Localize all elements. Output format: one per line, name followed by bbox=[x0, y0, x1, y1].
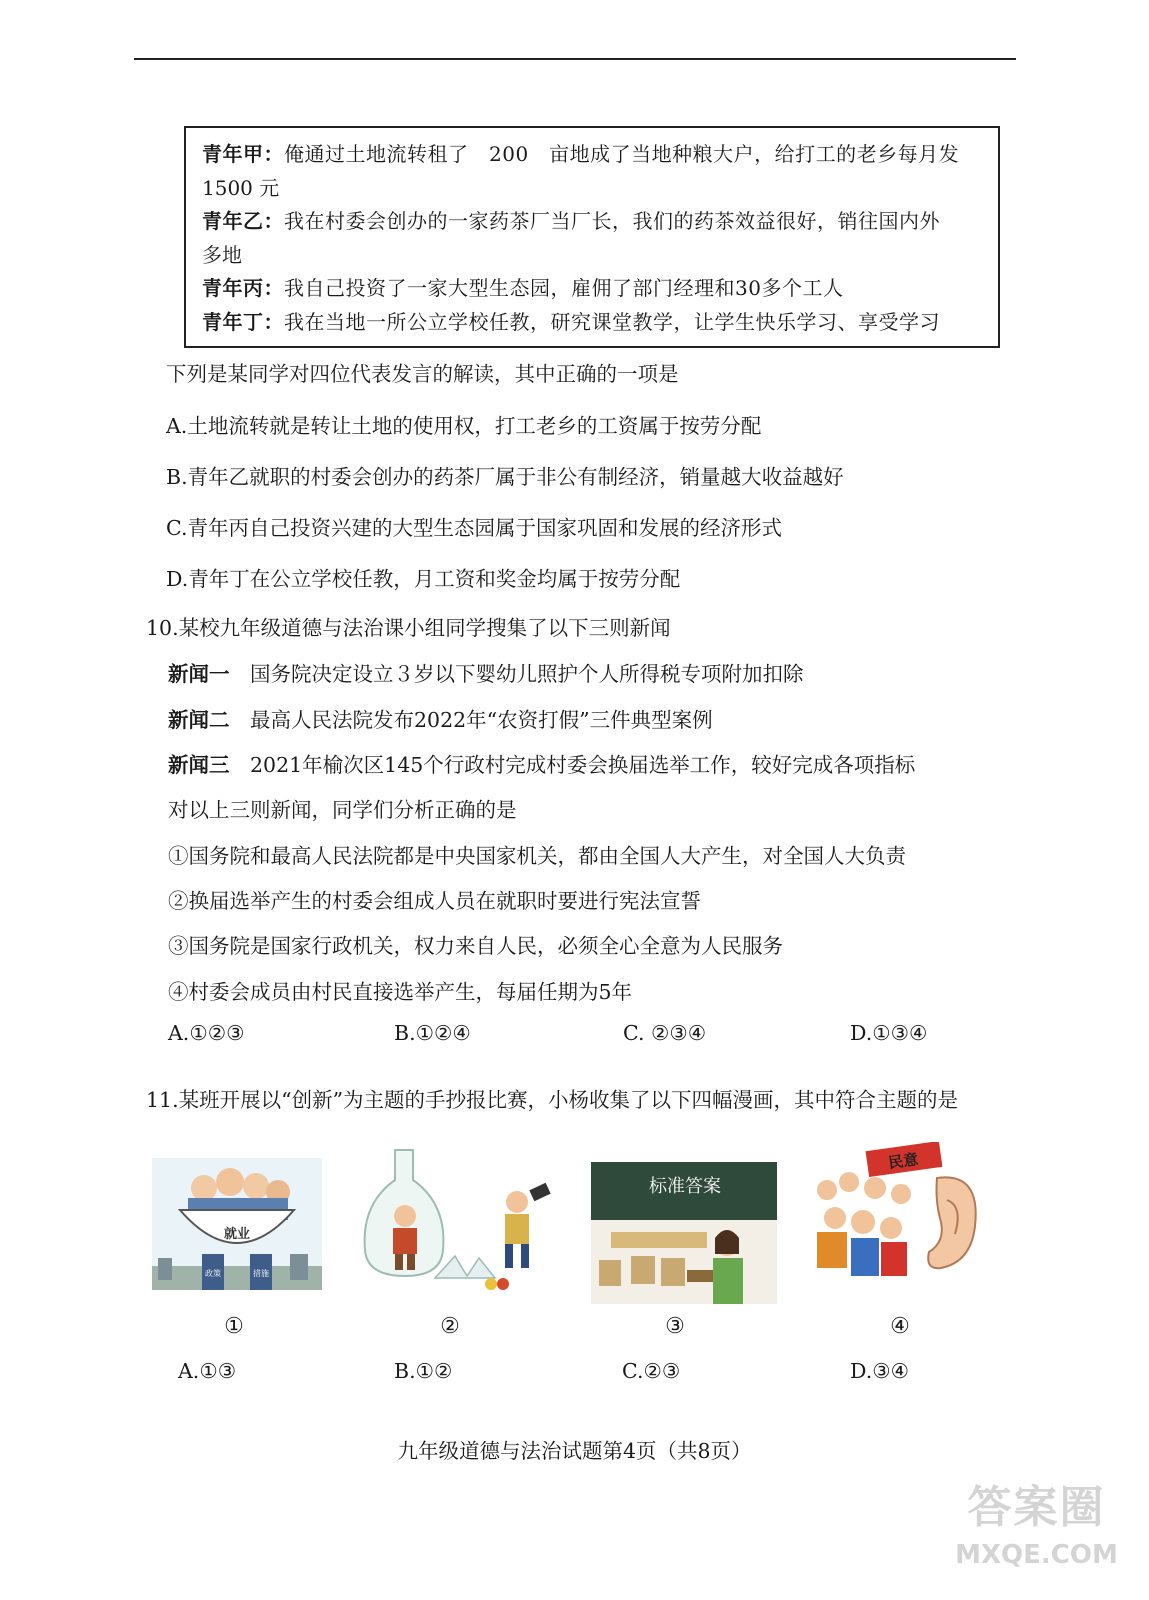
q9-option-c: C.青年丙自己投资兴建的大型生态园属于国家巩固和发展的经济形式 bbox=[166, 516, 782, 540]
q10-stem: 10.某校九年级道德与法治课小组同学搜集了以下三则新闻 bbox=[146, 616, 671, 640]
speech-text: 我自己投资了一家大型生态园，雇佣了部门经理和30多个工人 bbox=[284, 276, 844, 300]
speech-text: 俺通过土地流转租了 200 亩地成了当地种粮大户，给打工的老乡每月发 bbox=[284, 142, 960, 166]
q10-option-a: A.①②③ bbox=[168, 1021, 245, 1045]
q9-option-a: A.土地流转就是转让土地的使用权，打工老乡的工资属于按劳分配 bbox=[166, 414, 762, 438]
q10-statement-1: ①国务院和最高人民法院都是中央国家机关，都由全国人大产生，对全国人大负责 bbox=[168, 844, 906, 868]
header-rule bbox=[134, 58, 1016, 60]
watermark-logo-text: 答案圈 bbox=[967, 1482, 1106, 1533]
speech-continuation: 1500 元 bbox=[202, 175, 280, 200]
speech-bing bbox=[202, 272, 984, 306]
cartoon-caption-1: ① bbox=[224, 1314, 244, 1339]
cartoon-ear-public-opinion bbox=[805, 1142, 983, 1282]
news-item-2 bbox=[168, 703, 713, 733]
cartoon-bottle bbox=[355, 1146, 553, 1296]
news-text: 2021年榆次区145个行政村完成村委会换届选举工作，较好完成各项指标 bbox=[250, 753, 916, 777]
cartoon-caption-4: ④ bbox=[890, 1314, 910, 1339]
speech-box bbox=[184, 126, 1000, 348]
site-watermark bbox=[954, 1478, 1119, 1590]
q11-option-a: A.①③ bbox=[178, 1359, 237, 1383]
news-item-3 bbox=[168, 748, 915, 778]
q9-stem: 下列是某同学对四位代表发言的解读，其中正确的一项是 bbox=[166, 362, 679, 386]
news-label: 新闻二 bbox=[168, 708, 230, 732]
speaker-label: 青年甲： bbox=[202, 142, 284, 166]
cartoon-standard-answer bbox=[591, 1162, 777, 1304]
speech-text: 我在村委会创办的一家药茶厂当厂长，我们的药茶效益很好，销往国内外 bbox=[284, 209, 940, 233]
speech-yi bbox=[202, 205, 984, 272]
cartoon-caption-2: ② bbox=[440, 1314, 460, 1339]
q10-option-b: B.①②④ bbox=[394, 1021, 471, 1045]
q11-stem: 11.某班开展以“创新”为主题的手抄报比赛，小杨收集了以下四幅漫画，其中符合主题的是 bbox=[146, 1088, 959, 1112]
q11-option-d: D.③④ bbox=[850, 1359, 909, 1383]
q9-option-d: D.青年丁在公立学校任教，月工资和奖金均属于按劳分配 bbox=[166, 567, 681, 591]
speaker-label: 青年丙： bbox=[202, 276, 284, 300]
q10-prompt: 对以上三则新闻，同学们分析正确的是 bbox=[168, 798, 517, 822]
q11-option-c: C.②③ bbox=[622, 1359, 681, 1383]
speaker-label: 青年丁： bbox=[202, 309, 284, 334]
page-footer: 九年级道德与法治试题第4页（共8页） bbox=[397, 1439, 752, 1463]
q9-option-b: B.青年乙就职的村委会创办的药茶厂属于非公有制经济，销量越大收益越好 bbox=[166, 465, 844, 489]
bowl-label: 就业 bbox=[223, 1227, 251, 1242]
q10-option-c: C. ②③④ bbox=[623, 1021, 707, 1045]
q10-statement-3: ③国务院是国家行政机关，权力来自人民，必须全心全意为人民服务 bbox=[168, 934, 783, 958]
speech-continuation: 多地 bbox=[202, 242, 242, 267]
news-item-1 bbox=[168, 657, 804, 687]
q10-statement-2: ②换届选举产生的村委会组成人员在就职时要进行宪法宣誓 bbox=[168, 889, 701, 913]
news-text: 最高人民法院发布2022年“农资打假”三件典型案例 bbox=[250, 708, 713, 732]
q10-option-d: D.①③④ bbox=[850, 1021, 928, 1045]
speaker-label: 青年乙： bbox=[202, 209, 284, 233]
hand-left-label: 政策 bbox=[205, 1269, 221, 1278]
cartoon-employment-bowl bbox=[152, 1158, 322, 1290]
cartoon-caption-3: ③ bbox=[665, 1314, 685, 1339]
news-label: 新闻三 bbox=[168, 753, 230, 777]
q10-statement-4: ④村委会成员由村民直接选举产生，每届任期为5年 bbox=[168, 980, 633, 1004]
news-text: 国务院决定设立３岁以下婴幼儿照护个人所得税专项附加扣除 bbox=[250, 662, 804, 686]
q11-option-b: B.①② bbox=[394, 1359, 453, 1383]
banner-label: 民意 bbox=[887, 1150, 920, 1173]
board-label: 标准答案 bbox=[649, 1176, 721, 1197]
speech-jia bbox=[202, 138, 984, 205]
news-label: 新闻一 bbox=[168, 662, 230, 686]
hand-right-label: 措施 bbox=[253, 1269, 269, 1278]
watermark-url: MXQE.COM bbox=[955, 1540, 1118, 1570]
speech-text: 我在当地一所公立学校任教，研究课堂教学，让学生快乐学习、享受学习 bbox=[284, 309, 940, 334]
speech-ding bbox=[202, 306, 984, 340]
